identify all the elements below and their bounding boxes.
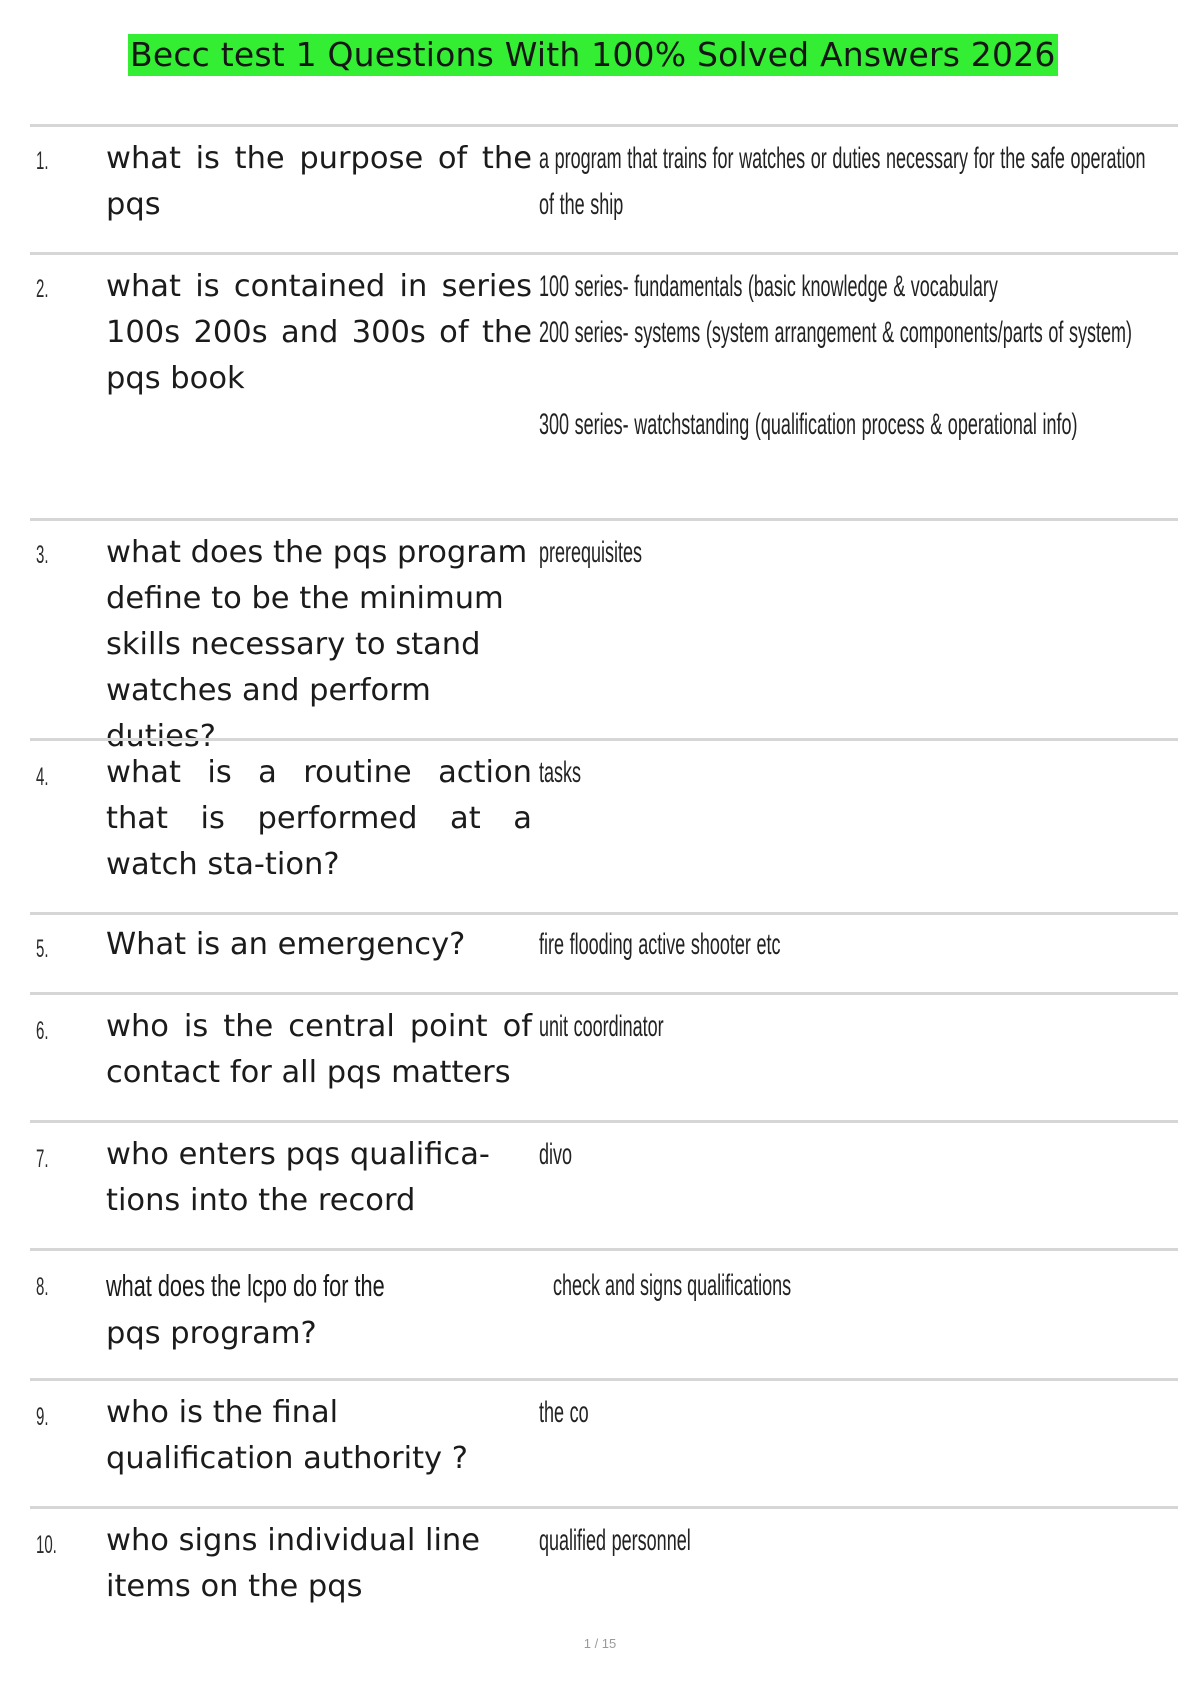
- divider: [30, 738, 1178, 741]
- question-text: what does the pqs program define to be the minimum skills necessary to stand watches and perform duties?: [106, 535, 528, 754]
- question-text: what is a routine action that is performed at a watch sta-tion?: [106, 755, 532, 882]
- answer-text: prerequisites: [539, 536, 643, 569]
- question-text: what is contained in series 100s 200s and 300s of the pqs book: [106, 269, 532, 396]
- item-number: 5.: [36, 935, 49, 963]
- item-number: 6.: [36, 1017, 49, 1045]
- answer-text: a program that trains for watches or duties necessary for the safe operation of the ship: [539, 142, 1146, 221]
- divider: [30, 992, 1178, 995]
- item-number: 10.: [36, 1531, 57, 1559]
- answer-text: qualified personnel: [539, 1524, 691, 1557]
- divider: [30, 1248, 1178, 1251]
- item-number: 4.: [36, 763, 49, 791]
- divider: [30, 1378, 1178, 1381]
- answer-line: 200 series- systems (system arrangement & components/parts of system): [539, 316, 1133, 349]
- question-text: who enters pqs qualifica-tions into the record: [106, 1137, 490, 1218]
- item-number: 2.: [36, 275, 49, 303]
- item-number: 1.: [36, 147, 49, 175]
- answer-text: unit coordinator: [539, 1010, 664, 1043]
- answer-text: check and signs qualifications: [553, 1269, 792, 1302]
- page-indicator: 1 / 15: [583, 1636, 617, 1651]
- divider: [30, 124, 1178, 127]
- answer-text: the co: [539, 1396, 589, 1429]
- answer-text: tasks: [539, 756, 582, 789]
- question-text: what is the purpose of the pqs: [106, 141, 532, 222]
- question-text: who signs individual line items on the pqs: [106, 1523, 481, 1604]
- item-number: 9.: [36, 1403, 49, 1431]
- answer-text: fire flooding active shooter etc: [539, 928, 781, 961]
- answer-line: 300 series- watchstanding (qualification process & operational info): [539, 408, 1078, 441]
- question-text: What is an emergency?: [106, 927, 466, 962]
- question-text: who is the final qualification authority ?: [106, 1395, 468, 1476]
- divider: [30, 1120, 1178, 1123]
- divider: [30, 518, 1178, 521]
- question-text: what does the lcpo do for the: [106, 1268, 385, 1303]
- question-text: who is the central point of contact for all pqs matters: [106, 1009, 532, 1090]
- document-title: Becc test 1 Questions With 100% Solved Answers 2026: [130, 35, 1056, 74]
- divider: [30, 912, 1178, 915]
- item-number: 3.: [36, 541, 49, 569]
- question-text: pqs program?: [106, 1316, 317, 1351]
- divider: [30, 252, 1178, 255]
- item-number: 8.: [36, 1273, 49, 1301]
- divider: [30, 1506, 1178, 1509]
- answer-line: 100 series- fundamentals (basic knowledge & vocabulary: [539, 270, 998, 303]
- answer-text: divo: [539, 1138, 573, 1171]
- item-number: 7.: [36, 1145, 49, 1173]
